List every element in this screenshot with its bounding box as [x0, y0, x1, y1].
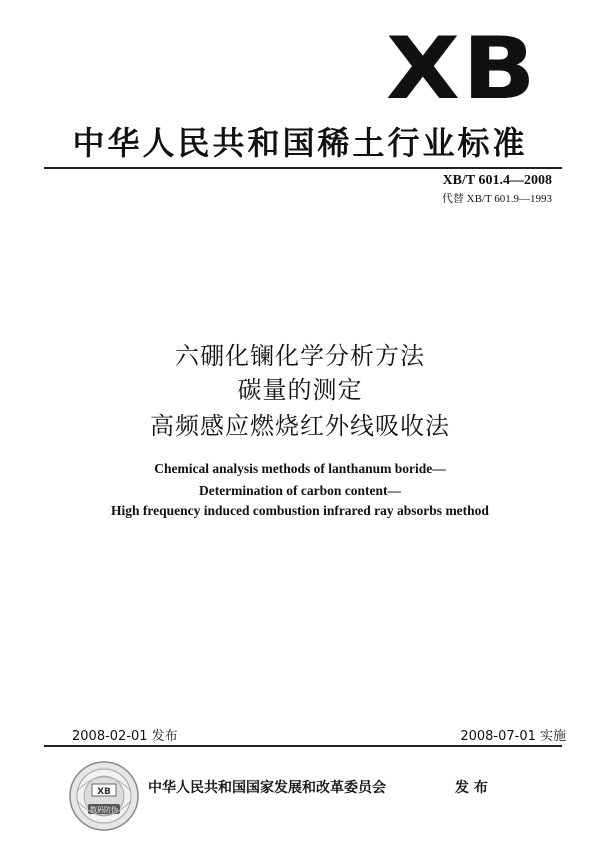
issue-date: 2008-02-01 发布	[72, 729, 178, 744]
english-title-line-1: Chemical analysis methods of lanthanum boride—	[154, 461, 446, 476]
chinese-title-line-2: 碳量的测定	[237, 376, 363, 404]
xb-logo: XB	[385, 19, 538, 119]
anti-counterfeit-seal-icon	[68, 760, 140, 832]
replaced-standard: 代替 XB/T 601.9—1993	[441, 193, 552, 205]
seal-label: 数码防伪	[90, 806, 118, 814]
industry-standard-title: 中华人民共和国稀土行业标准	[72, 124, 528, 162]
seal-logo-text: XB	[97, 787, 111, 797]
standard-number: XB/T 601.4—2008	[442, 173, 552, 188]
top-divider	[44, 167, 562, 169]
english-title-line-3: High frequency induced combustion infrared ray absorbs method	[111, 503, 489, 518]
chinese-title-line-1: 六硼化镧化学分析方法	[175, 342, 425, 370]
implementation-date: 2008-07-01 实施	[460, 729, 566, 744]
publisher-name: 中华人民共和国国家发展和改革委员会	[148, 780, 386, 796]
chinese-title-line-3: 高频感应燃烧红外线吸收法	[150, 412, 450, 440]
bottom-divider	[44, 745, 562, 747]
english-title-line-2: Determination of carbon content—	[198, 483, 402, 498]
publish-label: 发 布	[455, 780, 488, 796]
